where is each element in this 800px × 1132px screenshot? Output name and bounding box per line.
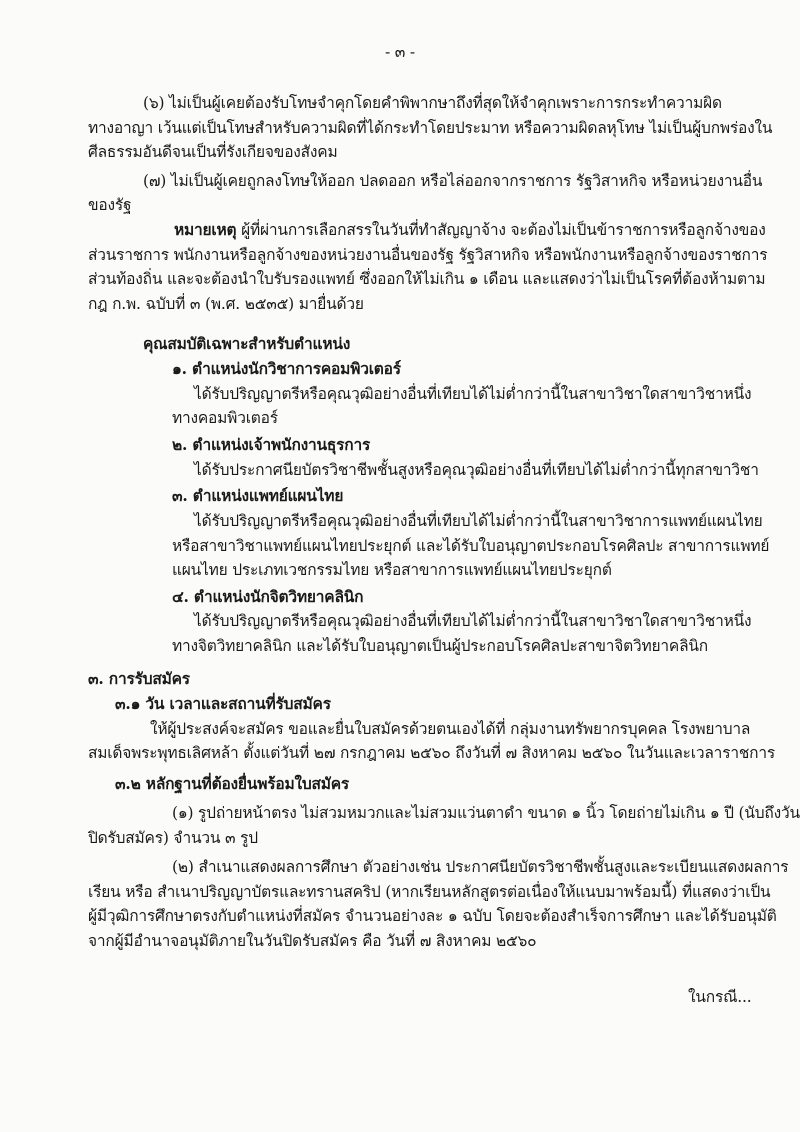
position-1-line-1: ได้รับปริญญาตรีหรือคุณวุฒิอย่างอื่นที่เทียบได้ไม่ต่ำกว่านี้ในสาขาวิชาใดสาขาวิชาหนึ่ง [194, 385, 752, 403]
position-4-title: ๔. ตำแหน่งนักจิตวิทยาคลินิก [172, 587, 364, 606]
section-3-2-b-line-1: (๒) สำเนาแสดงผลการศึกษา ตัวอย่างเช่น ประกาศนียบัตรวิชาชีพชั้นสูงและระเบียนแสดงผลการ [172, 858, 789, 876]
item-6-line-2: ทางอาญา เว้นแต่เป็นโทษสำหรับความผิดที่ได้กระทำโดยประมาท หรือความผิดลหุโทษ ไม่เป็นผู้บกพร่องใน [88, 119, 773, 137]
note-line-1 [174, 220, 766, 240]
continued-marker: ในกรณี... [688, 988, 752, 1006]
position-1-title: ๑. ตำแหน่งนักวิชาการคอมพิวเตอร์ [172, 359, 401, 378]
note-line-3: ส่วนท้องถิ่น และจะต้องนำใบรับรองแพทย์ ซึ่งออกให้ไม่เกิน ๑ เดือน และแสดงว่าไม่เป็นโรคที่ต้องห้ามตาม [88, 270, 766, 288]
section-3-2-title: ๓.๒ หลักฐานที่ต้องยื่นพร้อมใบสมัคร [115, 774, 350, 793]
section-3-2-b-line-3: ผู้มีวุฒิการศึกษาตรงกับตำแหน่งที่สมัคร จำนวนอย่างละ ๑ ฉบับ โดยจะต้องสำเร็จการศึกษา และได้รับอนุมัติ [88, 907, 777, 925]
page-number: - ๓ - [385, 43, 415, 61]
qualifications-heading: คุณสมบัติเฉพาะสำหรับตำแหน่ง [143, 334, 351, 353]
section-3-2-a-line-2: ปิดรับสมัคร) จำนวน ๓ รูป [88, 829, 258, 847]
note-line-2: ส่วนราชการ พนักงานหรือลูกจ้างของหน่วยงานอื่นของรัฐ รัฐวิสาหกิจ หรือพนักงานหรือลูกจ้างของราชการ [88, 246, 768, 264]
position-4-line-2: ทางจิตวิทยาคลินิก และได้รับใบอนุญาตเป็นผู้ประกอบโรคศิลปะสาขาจิตวิทยาคลินิก [172, 637, 708, 655]
position-2-line-1: ได้รับประกาศนียบัตรวิชาชีพชั้นสูงหรือคุณวุฒิอย่างอื่นที่เทียบได้ไม่ต่ำกว่านี้ทุกสาขาวิชา [194, 461, 759, 479]
section-3-1-line-1: ให้ผู้ประสงค์จะสมัคร ขอและยื่นใบสมัครด้วยตนเองได้ที่ กลุ่มงานทรัพยากรบุคคล โรงพยาบาล [150, 720, 751, 738]
note-label: หมายเหตุ [174, 220, 237, 239]
section-3-1-title: ๓.๑ วัน เวลาและสถานที่รับสมัคร [115, 694, 331, 713]
item-6-line-3: ศีลธรรมอันดีจนเป็นที่รังเกียจของสังคม [88, 143, 338, 161]
section-3-2-b-line-2: เรียน หรือ สำเนาปริญญาบัตรและทรานสคริป (หากเรียนหลักสูตรต่อเนื่องให้แนบมาพร้อมนี้) ที่แสดงว่าเป็น [88, 883, 771, 901]
note-line-4: กฎ ก.พ. ฉบับที่ ๓ (พ.ศ. ๒๕๓๕) มายื่นด้วย [88, 295, 364, 313]
position-3-line-1: ได้รับปริญญาตรีหรือคุณวุฒิอย่างอื่นที่เทียบได้ไม่ต่ำกว่านี้ในสาขาวิชาการแพทย์แผนไทย [194, 512, 763, 530]
application-heading: ๓. การรับสมัคร [88, 669, 190, 688]
position-1-line-2: ทางคอมพิวเตอร์ [172, 409, 278, 427]
position-2-title: ๒. ตำแหน่งเจ้าพนักงานธุรการ [172, 435, 371, 454]
section-3-1-line-2: สมเด็จพระพุทธเลิศหล้า ตั้งแต่วันที่ ๒๗ กรกฎาคม ๒๕๖๐ ถึงวันที่ ๗ สิงหาคม ๒๕๖๐ ในวันและเวลาราชการ [88, 744, 775, 762]
section-3-2-a-line-1: (๑) รูปถ่ายหน้าตรง ไม่สวมหมวกและไม่สวมแว่นตาดำ ขนาด ๑ นิ้ว โดยถ่ายไม่เกิน ๑ ปี (นับถึงวัน [172, 804, 800, 822]
position-3-line-3: แผนไทย ประเภทเวชกรรมไทย หรือสาขาการแพทย์แผนไทยประยุกต์ [172, 561, 612, 579]
section-3-2-b-line-4: จากผู้มีอำนาจอนุมัติภายในวันปิดรับสมัคร คือ วันที่ ๗ สิงหาคม ๒๕๖๐ [88, 932, 537, 950]
position-3-title: ๓. ตำแหน่งแพทย์แผนไทย [172, 486, 344, 505]
position-4-line-1: ได้รับปริญญาตรีหรือคุณวุฒิอย่างอื่นที่เทียบได้ไม่ต่ำกว่านี้ในสาขาวิชาใดสาขาวิชาหนึ่ง [194, 612, 752, 630]
item-6-line-1: (๖) ไม่เป็นผู้เคยต้องรับโทษจำคุกโดยคำพิพากษาถึงที่สุดให้จำคุกเพราะการกระทำความผิด [143, 94, 722, 112]
item-7-line-2: ของรัฐ [88, 196, 132, 214]
note-text: ผู้ที่ผ่านการเลือกสรรในวันที่ทำสัญญาจ้าง จะต้องไม่เป็นข้าราชการหรือลูกจ้างของ [241, 221, 766, 239]
position-3-line-2: หรือสาขาวิชาแพทย์แผนไทยประยุกต์ และได้รับใบอนุญาตประกอบโรคศิลปะ สาขาการแพทย์ [172, 537, 770, 555]
item-7-line-1: (๗) ไม่เป็นผู้เคยถูกลงโทษให้ออก ปลดออก หรือไล่ออกจากราชการ รัฐวิสาหกิจ หรือหน่วยงานอื่น [143, 172, 763, 190]
